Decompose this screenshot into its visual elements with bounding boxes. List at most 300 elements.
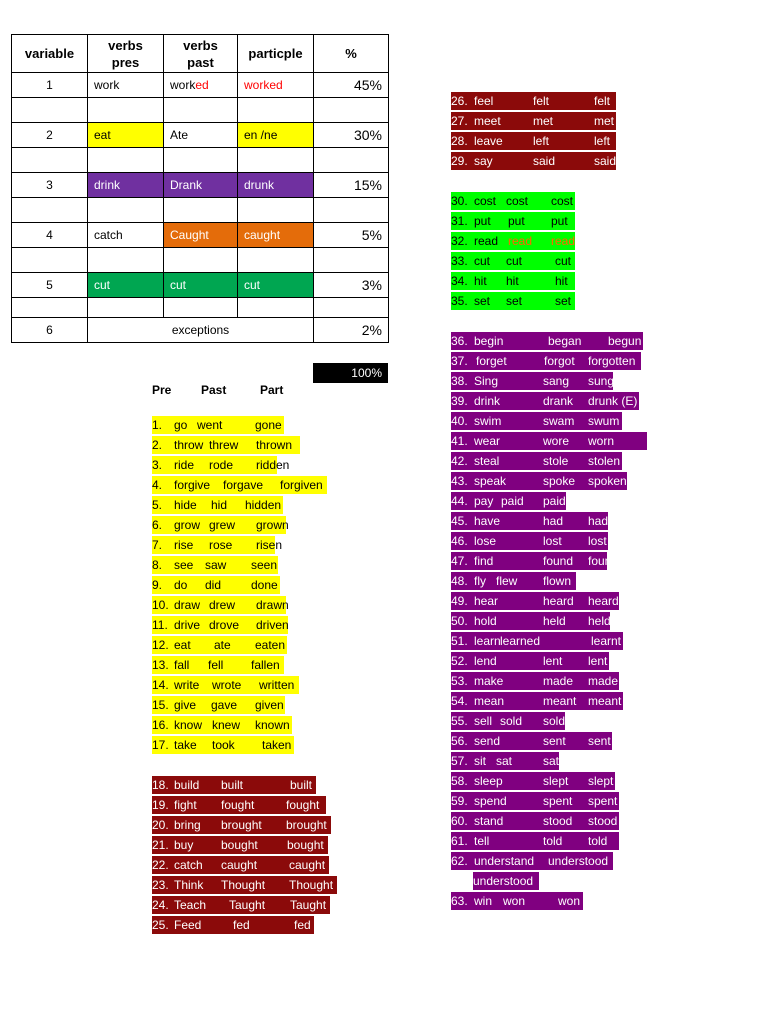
verb-participle: had bbox=[588, 514, 609, 528]
verb-row bbox=[451, 92, 616, 110]
verb-participle: flown bbox=[543, 574, 572, 588]
verb-participle: built bbox=[290, 778, 313, 792]
verb-past: swam bbox=[543, 414, 575, 428]
verb-row bbox=[451, 832, 619, 850]
verb-row bbox=[152, 476, 327, 494]
verb-row bbox=[451, 752, 559, 770]
verb-number: 8. bbox=[152, 558, 163, 572]
verb-past: Taught bbox=[229, 898, 266, 912]
verb-number: 51. bbox=[451, 634, 468, 648]
verb-present: win bbox=[474, 894, 493, 908]
verb-participle: spoken bbox=[588, 474, 627, 488]
verb-participle: thrown bbox=[256, 438, 293, 452]
verb-summary-table bbox=[11, 34, 389, 343]
verb-row bbox=[152, 716, 292, 734]
verb-participle: put bbox=[551, 214, 568, 228]
row-number: 2 bbox=[12, 123, 88, 148]
verb-past: fed bbox=[233, 918, 250, 932]
verb-past: drew bbox=[209, 598, 236, 612]
verb-present: put bbox=[474, 214, 491, 228]
cell-past: Ate bbox=[164, 123, 238, 148]
verb-number: 15. bbox=[152, 698, 169, 712]
verb-present: ride bbox=[174, 458, 195, 472]
verb-present: Sing bbox=[474, 374, 499, 388]
verb-number: 34. bbox=[451, 274, 468, 288]
header-part: Part bbox=[260, 383, 284, 397]
verb-row bbox=[152, 516, 289, 534]
verb-row bbox=[451, 132, 616, 150]
verb-row bbox=[152, 436, 300, 454]
verb-row bbox=[152, 676, 299, 694]
verb-participle: learnt bbox=[591, 634, 622, 648]
cell-part: caught bbox=[238, 223, 314, 248]
verb-participle: cut bbox=[555, 254, 572, 268]
verb-past: sat bbox=[496, 754, 513, 768]
verb-number: 59. bbox=[451, 794, 468, 808]
verb-past: hid bbox=[211, 498, 228, 512]
verb-number: 47. bbox=[451, 554, 468, 568]
verb-participle: driven bbox=[256, 618, 289, 632]
verb-participle: eaten bbox=[255, 638, 286, 652]
verb-present: learn bbox=[474, 634, 501, 648]
verb-past: spent bbox=[543, 794, 573, 808]
verb-present: hide bbox=[174, 498, 197, 512]
verb-number: 19. bbox=[152, 798, 169, 812]
verb-participle: heard bbox=[588, 594, 619, 608]
verb-number: 26. bbox=[451, 94, 468, 108]
verb-participle: found bbox=[588, 554, 619, 568]
table-row bbox=[12, 173, 389, 198]
verb-past: fell bbox=[208, 658, 224, 672]
verb-row bbox=[152, 836, 328, 854]
verb-participle: taken bbox=[262, 738, 292, 752]
verb-number: 29. bbox=[451, 154, 468, 168]
verb-present: have bbox=[474, 514, 501, 528]
verb-present: begin bbox=[474, 334, 504, 348]
verb-row bbox=[451, 452, 622, 470]
verb-number: 10. bbox=[152, 598, 169, 612]
cell-pres: eat bbox=[88, 123, 164, 148]
verb-row bbox=[451, 732, 612, 750]
verb-number: 5. bbox=[152, 498, 163, 512]
verb-participle: hit bbox=[555, 274, 568, 288]
verb-present: stand bbox=[474, 814, 504, 828]
verb-row bbox=[451, 212, 575, 230]
verb-past: paid bbox=[501, 494, 524, 508]
verb-number: 62. bbox=[451, 854, 468, 868]
verb-participle: drawn bbox=[256, 598, 289, 612]
verb-past: left bbox=[533, 134, 550, 148]
verb-past: took bbox=[212, 738, 235, 752]
verb-number: 36. bbox=[451, 334, 468, 348]
verb-present: lend bbox=[474, 654, 497, 668]
verb-past: sang bbox=[543, 374, 570, 388]
verb-participle: paid bbox=[543, 494, 566, 508]
table-row bbox=[12, 273, 389, 298]
verb-number: 7. bbox=[152, 538, 163, 552]
verb-past: wrote bbox=[212, 678, 242, 692]
header-particple: particple bbox=[238, 35, 314, 73]
verb-present: go bbox=[174, 418, 188, 432]
verb-present: sleep bbox=[474, 774, 503, 788]
verb-present: cost bbox=[474, 194, 497, 208]
verb-past: read bbox=[508, 234, 533, 248]
verb-present: mean bbox=[474, 694, 505, 708]
verb-past: won bbox=[503, 894, 526, 908]
verb-participle: begun bbox=[608, 334, 642, 348]
verb-past: slept bbox=[543, 774, 569, 788]
table-row bbox=[12, 223, 389, 248]
verb-row bbox=[152, 496, 283, 514]
verb-row bbox=[451, 332, 643, 350]
verb-past: put bbox=[508, 214, 525, 228]
verb-row bbox=[451, 792, 619, 810]
verb-participle: written bbox=[259, 678, 295, 692]
verb-past: gave bbox=[211, 698, 238, 712]
verb-participle: stood bbox=[588, 814, 618, 828]
verb-present: grow bbox=[174, 518, 201, 532]
verb-row bbox=[451, 852, 613, 870]
verb-participle: sent bbox=[588, 734, 611, 748]
verb-present: draw bbox=[174, 598, 201, 612]
verb-past: drove bbox=[209, 618, 240, 632]
verb-past: Thought bbox=[221, 878, 266, 892]
cell-pres: catch bbox=[88, 223, 164, 248]
verb-row bbox=[451, 692, 623, 710]
verb-row bbox=[152, 916, 314, 934]
verb-number: 24. bbox=[152, 898, 169, 912]
verb-row bbox=[152, 656, 284, 674]
verb-participle: Taught bbox=[290, 898, 327, 912]
verb-number: 6. bbox=[152, 518, 163, 532]
verb-present: see bbox=[174, 558, 194, 572]
verb-row bbox=[451, 432, 647, 450]
verb-participle: slept bbox=[588, 774, 614, 788]
verb-participle: caught bbox=[289, 858, 326, 872]
verb-participle: drunk (E) bbox=[588, 394, 638, 408]
verb-past: drank bbox=[543, 394, 574, 408]
verb-past: met bbox=[533, 114, 554, 128]
verb-number: 2. bbox=[152, 438, 163, 452]
verb-number: 49. bbox=[451, 594, 468, 608]
verb-participle: lost bbox=[588, 534, 607, 548]
cell-past bbox=[164, 73, 238, 98]
verb-row-continuation bbox=[473, 872, 539, 890]
verb-row bbox=[451, 492, 566, 510]
verb-number: 11. bbox=[152, 618, 168, 632]
verb-row bbox=[451, 812, 619, 830]
verb-number: 38. bbox=[451, 374, 468, 388]
table-row bbox=[12, 318, 389, 343]
verb-row bbox=[451, 472, 627, 490]
verb-row bbox=[451, 392, 639, 410]
verb-present: fall bbox=[174, 658, 190, 672]
verb-past: understood bbox=[548, 854, 609, 868]
verb-number: 41. bbox=[451, 434, 468, 448]
verb-participle: lent bbox=[588, 654, 608, 668]
verb-row bbox=[451, 352, 641, 370]
verb-row bbox=[152, 636, 287, 654]
verb-participle: known bbox=[255, 718, 290, 732]
verb-number: 60. bbox=[451, 814, 468, 828]
row-number: 5 bbox=[12, 273, 88, 298]
verb-participle: cost bbox=[551, 194, 574, 208]
row-number: 1 bbox=[12, 73, 88, 98]
cell-pres: work bbox=[88, 73, 164, 98]
verb-past: brought bbox=[221, 818, 262, 832]
verb-past: held bbox=[543, 614, 566, 628]
verb-present: swim bbox=[474, 414, 502, 428]
verb-row bbox=[152, 816, 331, 834]
verb-past: stood bbox=[543, 814, 573, 828]
verb-participle: ridden bbox=[256, 458, 290, 472]
verb-past: hit bbox=[506, 274, 519, 288]
verb-present: hold bbox=[474, 614, 497, 628]
verb-participle: seen bbox=[251, 558, 278, 572]
verb-number: 54. bbox=[451, 694, 468, 708]
verb-number: 57. bbox=[451, 754, 468, 768]
verb-row bbox=[152, 616, 288, 634]
verb-number: 55. bbox=[451, 714, 468, 728]
verb-present: spend bbox=[474, 794, 507, 808]
verb-participle: told bbox=[588, 834, 608, 848]
verb-row bbox=[152, 556, 278, 574]
cell-percent: 45% bbox=[314, 73, 389, 98]
verb-past: did bbox=[205, 578, 222, 592]
verb-row bbox=[451, 532, 608, 550]
verb-present: sit bbox=[474, 754, 486, 768]
verb-participle: set bbox=[555, 294, 572, 308]
verb-participle: brought bbox=[286, 818, 327, 832]
verb-present: set bbox=[474, 294, 491, 308]
verb-participle: sold bbox=[543, 714, 566, 728]
verb-number: 13. bbox=[152, 658, 169, 672]
verb-participle: swum bbox=[588, 414, 620, 428]
verb-number: 23. bbox=[152, 878, 169, 892]
verb-past: lent bbox=[543, 654, 563, 668]
verb-row bbox=[451, 712, 565, 730]
verb-present: write bbox=[174, 678, 200, 692]
verb-present: tell bbox=[474, 834, 490, 848]
cell-part: drunk bbox=[238, 173, 314, 198]
verb-number: 30. bbox=[451, 194, 468, 208]
verb-present: speak bbox=[474, 474, 507, 488]
verb-present: forget bbox=[476, 354, 507, 368]
verb-number: 4. bbox=[152, 478, 163, 492]
verb-past: flew bbox=[496, 574, 518, 588]
verb-present: wear bbox=[474, 434, 501, 448]
verb-past: built bbox=[221, 778, 244, 792]
verb-row bbox=[451, 252, 575, 270]
verb-number: 16. bbox=[152, 718, 169, 732]
verb-number: 48. bbox=[451, 574, 468, 588]
verb-participle: sat bbox=[543, 754, 560, 768]
verb-past: sent bbox=[543, 734, 566, 748]
verb-number: 22. bbox=[152, 858, 169, 872]
cell-exceptions: exceptions bbox=[88, 318, 314, 343]
verb-present: eat bbox=[174, 638, 191, 652]
verb-row bbox=[451, 272, 575, 290]
verb-past: bought bbox=[221, 838, 258, 852]
verb-row bbox=[451, 372, 613, 390]
verb-number: 56. bbox=[451, 734, 468, 748]
verb-row bbox=[451, 292, 575, 310]
verb-row bbox=[152, 416, 284, 434]
verb-number: 45. bbox=[451, 514, 468, 528]
verb-participle: grown bbox=[256, 518, 289, 532]
verb-past: stole bbox=[543, 454, 569, 468]
table-row bbox=[12, 123, 389, 148]
verb-row bbox=[152, 776, 316, 794]
verb-present: forgive bbox=[174, 478, 211, 492]
verb-present: hit bbox=[474, 274, 487, 288]
verb-past: began bbox=[548, 334, 582, 348]
verb-past: threw bbox=[209, 438, 239, 452]
verb-number: 58. bbox=[451, 774, 468, 788]
verb-participle: hidden bbox=[245, 498, 282, 512]
verb-number: 9. bbox=[152, 578, 163, 592]
cell-part: worked bbox=[238, 73, 314, 98]
verb-past: wore bbox=[543, 434, 570, 448]
verb-row bbox=[451, 572, 576, 590]
verb-participle: left bbox=[594, 134, 611, 148]
verb-number: 52. bbox=[451, 654, 468, 668]
verb-past: made bbox=[543, 674, 574, 688]
row-number: 6 bbox=[12, 318, 88, 343]
cell-pres: cut bbox=[88, 273, 164, 298]
verb-present: feel bbox=[474, 94, 494, 108]
verb-participle: said bbox=[594, 154, 617, 168]
verb-past: set bbox=[506, 294, 523, 308]
verb-row bbox=[152, 736, 294, 754]
verb-past: spoke bbox=[543, 474, 576, 488]
verb-present: make bbox=[474, 674, 504, 688]
verb-past: grew bbox=[209, 518, 236, 532]
verb-row bbox=[451, 152, 616, 170]
verb-row bbox=[451, 412, 622, 430]
verb-row bbox=[451, 652, 609, 670]
verb-present: lose bbox=[474, 534, 497, 548]
verb-participle: forgiven bbox=[280, 478, 323, 492]
verb-participle: understood bbox=[473, 874, 534, 888]
verb-row bbox=[152, 456, 290, 474]
verb-participle: bought bbox=[287, 838, 324, 852]
verb-number: 44. bbox=[451, 494, 468, 508]
verb-past: learned bbox=[500, 634, 541, 648]
verb-number: 43. bbox=[451, 474, 468, 488]
verb-past: found bbox=[543, 554, 574, 568]
verb-present: cut bbox=[474, 254, 491, 268]
verb-present: Feed bbox=[174, 918, 202, 932]
verb-row bbox=[451, 512, 608, 530]
row-number: 4 bbox=[12, 223, 88, 248]
verb-past: felt bbox=[533, 94, 550, 108]
verb-number: 50. bbox=[451, 614, 468, 628]
total-percent: 100% bbox=[313, 363, 388, 383]
header-verbs-pres: verbs pres bbox=[88, 35, 164, 73]
verb-participle: given bbox=[255, 698, 284, 712]
cell-past: Drank bbox=[164, 173, 238, 198]
verb-past: lost bbox=[543, 534, 562, 548]
verb-number: 25. bbox=[152, 918, 169, 932]
verb-number: 39. bbox=[451, 394, 468, 408]
verb-number: 61. bbox=[451, 834, 468, 848]
verb-row bbox=[152, 876, 337, 894]
verb-past: heard bbox=[543, 594, 574, 608]
verb-participle: made bbox=[588, 674, 619, 688]
verb-present: leave bbox=[474, 134, 503, 148]
verb-participle: fed bbox=[294, 918, 311, 932]
header-variable: variable bbox=[12, 35, 88, 73]
header-verbs-past: verbs past bbox=[164, 35, 238, 73]
verb-number: 42. bbox=[451, 454, 468, 468]
header-pre: Pre bbox=[152, 383, 172, 397]
verb-row bbox=[451, 612, 610, 630]
verb-present: steal bbox=[474, 454, 500, 468]
verb-row bbox=[152, 696, 285, 714]
row-number: 3 bbox=[12, 173, 88, 198]
cell-percent: 30% bbox=[314, 123, 389, 148]
verb-present: give bbox=[174, 698, 197, 712]
cell-percent: 15% bbox=[314, 173, 389, 198]
verb-row bbox=[451, 632, 623, 650]
verb-number: 20. bbox=[152, 818, 169, 832]
verb-participle: gone bbox=[255, 418, 282, 432]
verb-number: 53. bbox=[451, 674, 468, 688]
verb-past: forgot bbox=[544, 354, 575, 368]
verb-present: read bbox=[474, 234, 499, 248]
verb-participle: spent bbox=[588, 794, 618, 808]
verb-row bbox=[451, 672, 619, 690]
verb-row bbox=[451, 552, 619, 570]
cell-part: en /ne bbox=[238, 123, 314, 148]
verb-present: rise bbox=[174, 538, 194, 552]
verb-present: fight bbox=[174, 798, 197, 812]
cell-past: cut bbox=[164, 273, 238, 298]
verb-past: went bbox=[197, 418, 223, 432]
verb-present: send bbox=[474, 734, 501, 748]
verb-past: rose bbox=[209, 538, 233, 552]
verb-past: saw bbox=[205, 558, 227, 572]
verb-row bbox=[451, 232, 575, 250]
cell-percent: 3% bbox=[314, 273, 389, 298]
verb-present: know bbox=[174, 718, 203, 732]
cell-pres: drink bbox=[88, 173, 164, 198]
verb-present: fly bbox=[474, 574, 486, 588]
past-stem: work bbox=[170, 78, 196, 92]
verb-number: 28. bbox=[451, 134, 468, 148]
verb-present: take bbox=[174, 738, 197, 752]
verb-past: meant bbox=[543, 694, 577, 708]
verb-past: cost bbox=[506, 194, 529, 208]
table-row bbox=[12, 73, 389, 98]
verb-row bbox=[451, 592, 619, 610]
verb-present: say bbox=[474, 154, 493, 168]
verb-past: caught bbox=[221, 858, 258, 872]
verb-number: 12. bbox=[152, 638, 169, 652]
verb-present: buy bbox=[174, 838, 194, 852]
verb-past: forgave bbox=[223, 478, 264, 492]
verb-number: 31. bbox=[451, 214, 468, 228]
verb-participle: fallen bbox=[251, 658, 280, 672]
verb-present: bring bbox=[174, 818, 201, 832]
past-suffix: ed bbox=[195, 78, 209, 92]
verb-number: 17. bbox=[152, 738, 169, 752]
verb-participle: stolen bbox=[588, 454, 621, 468]
verb-number: 21. bbox=[152, 838, 169, 852]
verb-participle: held bbox=[588, 614, 611, 628]
verb-participle: meant bbox=[588, 694, 622, 708]
